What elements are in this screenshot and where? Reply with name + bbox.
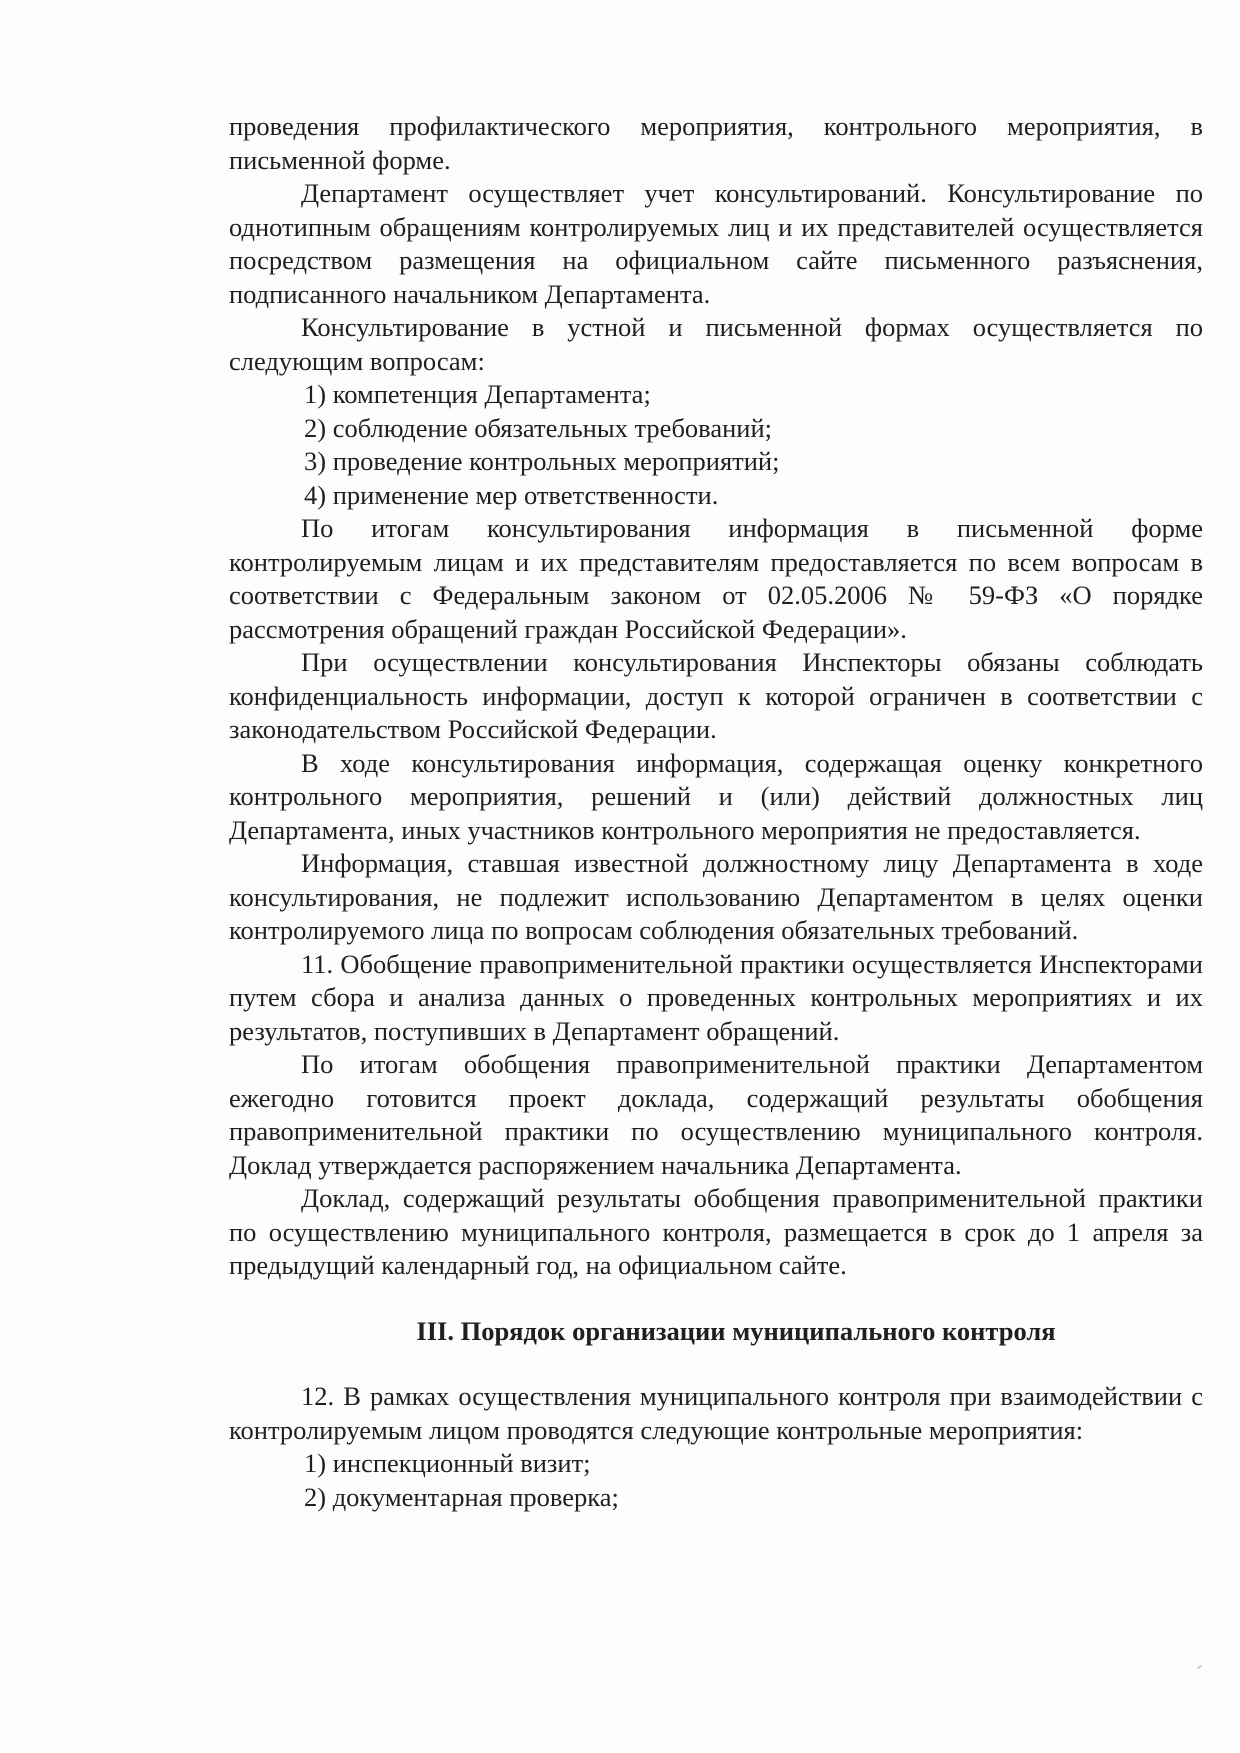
document-body: [229, 110, 1203, 1514]
paragraph-information-use: Информация, ставшая известной должностному лицу Департамента в ходе консультирования, не подлежит использованию Департаментом в целях оценки контролируемого лица по вопросам соблюдения обязательных требований.: [229, 848, 1203, 945]
paragraph-report-publication: Доклад, содержащий результаты обобщения правоприменительной практики по осуществлению муниципального контроля, размещается в срок до 1 апреля за предыдущий календарный год, на официальном сайте.: [229, 1183, 1203, 1280]
list-item-liability: 4) применение мер ответственности.: [304, 479, 719, 510]
paragraph-item-12: 12. В рамках осуществления муниципального контроля при взаимодействии с контролируемым лицом проводятся следующие контрольные мероприятия:: [229, 1381, 1203, 1445]
list-item-requirements: 2) соблюдение обязательных требований;: [304, 412, 773, 443]
paragraph-written-answers: По итогам консультирования информация в письменной форме контролируемым лицам и их представителям предоставляется по всем вопросам в соответствии с Федеральным законом от 02.05.2006 № 59-ФЗ «О порядке рассмотрения обращений граждан Российской Федерации».: [229, 513, 1203, 644]
paragraph-consultation-topics: Консультирование в устной и письменной формах осуществляется по следующим вопросам:: [229, 312, 1203, 376]
paragraph-confidentiality: При осуществлении консультирования Инспекторы обязаны соблюдать конфиденциальность информации, доступ к которой ограничен в соответствии с законодательством Российской Федерации.: [229, 647, 1203, 744]
list-item-inspection-visit: 1) инспекционный визит;: [304, 1448, 591, 1478]
section-heading: III. Порядок организации муниципального контроля: [416, 1315, 1056, 1346]
paragraph-item-11: 11. Обобщение правоприменительной практики осуществляется Инспекторами путем сбора и анализа данных о проведенных контрольных мероприятиях и их результатов, поступивших в Департамент обращений.: [229, 948, 1203, 1046]
paragraph-consultation-records: Департамент осуществляет учет консультирований. Консультирование по однотипным обращениям контролируемых лиц и их представителей осуществляется посредством размещения на официальном сайте письменного разъяснения, подписанного начальником Департамента.: [229, 178, 1203, 309]
paragraph-no-assessment: В ходе консультирования информация, содержащая оценку конкретного контрольного мероприятия, решений и (или) действий должностных лиц Департамента, иных участников контрольного мероприятия не предоставляется.: [229, 747, 1203, 845]
paragraph-annual-report: По итогам обобщения правоприменительной практики Департаментом ежегодно готовится проект доклада, содержащий результаты обобщения правоприменительной практики по осуществлению муниципального контроля. Доклад утверждается распоряжением начальника Департамента.: [229, 1049, 1203, 1180]
list-item-documentary-check: 2) документарная проверка;: [304, 1481, 619, 1512]
paragraph-continuation: проведения профилактического мероприятия, контрольного мероприятия, в письменной форме.: [229, 111, 1203, 175]
list-item-control-measures: 3) проведение контрольных мероприятий;: [304, 446, 780, 476]
scan-speck: [1197, 1665, 1202, 1669]
list-item-competence: 1) компетенция Департамента;: [304, 379, 651, 409]
